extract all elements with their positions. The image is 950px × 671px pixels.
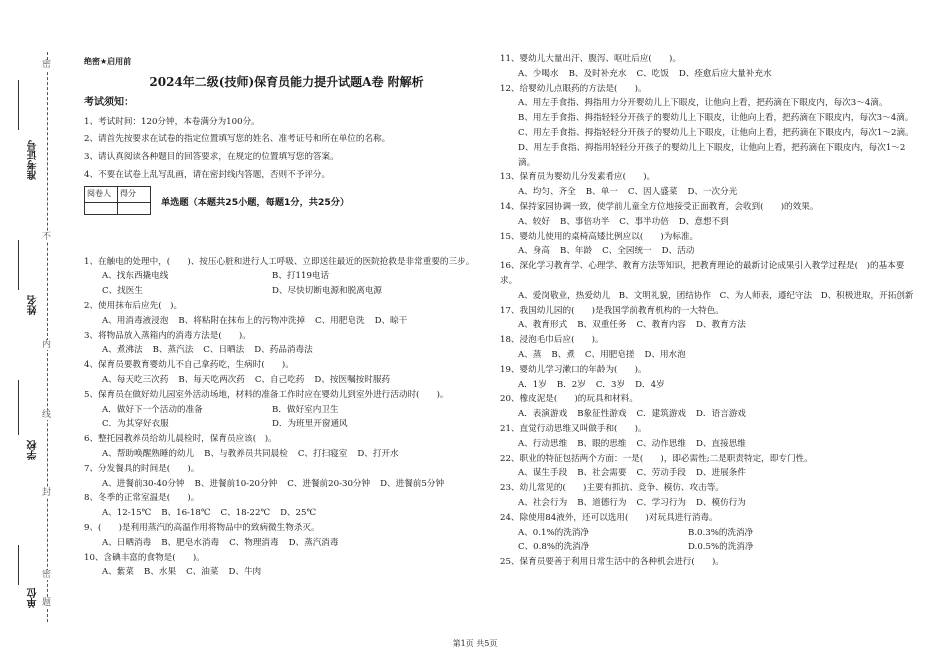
seal-char: 题 bbox=[42, 598, 52, 608]
answer-option: B、16-18℃ bbox=[161, 508, 211, 519]
option-row bbox=[84, 565, 489, 580]
school-field[interactable] bbox=[18, 380, 19, 435]
answer-option: C、用肥皂洗 bbox=[315, 315, 365, 326]
question-text: 24、除使用84液外，还可以选用( )对玩具进行消毒。 bbox=[500, 512, 718, 523]
grader-cell[interactable] bbox=[85, 202, 118, 214]
question-text: 25、保育员要善于利用日常生活中的各种机会进行( )。 bbox=[500, 557, 724, 568]
answer-option: C、因人盛菜 bbox=[627, 187, 678, 198]
score-block bbox=[84, 186, 489, 215]
option-row bbox=[84, 314, 489, 329]
score-table bbox=[84, 186, 151, 215]
answer-option: D、打开水 bbox=[357, 448, 399, 459]
question-list bbox=[84, 255, 489, 581]
answer-option: D、按医嘱按时服药 bbox=[314, 374, 391, 385]
answer-option: D、25℃ bbox=[280, 508, 317, 519]
answer-option: A、较好 bbox=[518, 216, 550, 227]
unit-field[interactable] bbox=[18, 545, 19, 585]
answer-option: B、单一 bbox=[585, 187, 618, 198]
section-heading: 单选题（本题共25小题，每题1分，共25分） bbox=[161, 196, 350, 208]
question-text: 20、橡皮泥是( )的玩具和材料。 bbox=[500, 394, 638, 405]
answer-option: C、吃饭 bbox=[636, 68, 669, 79]
option-row bbox=[500, 466, 920, 481]
answer-option: D、直接思维 bbox=[696, 438, 746, 449]
seal-char: 密 bbox=[42, 570, 52, 580]
exam-number-label: 准考证号 bbox=[28, 140, 39, 180]
answer-option: A、12-15℃ bbox=[102, 508, 152, 519]
seal-char: 密 bbox=[42, 60, 52, 70]
answer-option: C、进餐前20-30分钟 bbox=[287, 478, 371, 489]
answer-option: D、进展条件 bbox=[696, 468, 746, 479]
option-row bbox=[500, 318, 920, 333]
answer-option: A．1岁 bbox=[518, 379, 547, 390]
option-row bbox=[500, 348, 920, 363]
seal-char: 线 bbox=[42, 410, 52, 420]
option-row bbox=[500, 215, 920, 230]
answer-option: B、双重任务 bbox=[577, 320, 627, 331]
answer-option: B、眼的思维 bbox=[577, 438, 627, 449]
score-cell[interactable] bbox=[118, 202, 151, 214]
question-text: 7、分发餐具的时间是( )。 bbox=[84, 463, 200, 474]
question-text: 23、幼儿常见的( )主要有抓抗、竞争、模仿、攻击等。 bbox=[500, 483, 724, 494]
notice-item: 1、考试时间：120分钟，本卷满分为100分。 bbox=[84, 116, 260, 127]
option-row bbox=[500, 437, 920, 452]
answer-option: B、社会需要 bbox=[577, 468, 627, 479]
answer-option: D．4岁 bbox=[635, 379, 665, 390]
question-text: 3、将物品放入蒸箱内的消毒方法是( )。 bbox=[84, 330, 251, 341]
answer-option: D、意想不到 bbox=[678, 216, 729, 227]
question-text: 16、深化学习教育学、心理学、教育方法等知识，把教育理论的最新讨论成果引入教学过程是( )的基本要求。 bbox=[500, 261, 905, 286]
option-row bbox=[84, 343, 489, 358]
answer-option: C、动作思维 bbox=[636, 438, 687, 449]
answer-option: A、进餐前30-40分钟 bbox=[102, 478, 185, 489]
answer-option: D、教育方法 bbox=[696, 320, 746, 331]
seal-char: 内 bbox=[42, 340, 52, 350]
answer-option: A、社会行为 bbox=[518, 497, 568, 508]
answer-option: B、将粘附在抹布上的污物冲洗掉 bbox=[178, 315, 306, 326]
option-row bbox=[500, 67, 920, 82]
answer-option: C、物理消毒 bbox=[229, 537, 279, 548]
answer-option: B．2岁 bbox=[556, 379, 586, 390]
answer-option: B、事倍功半 bbox=[560, 216, 610, 227]
seal-line bbox=[47, 52, 48, 622]
answer-option: D、用左手食指、拇指用轻轻分开孩子的婴幼儿上下眼皮，让他向上看，把药滴在下眼皮内，每次1～2滴。 bbox=[518, 142, 906, 168]
seal-char: 不 bbox=[42, 232, 52, 242]
answer-option: C、教育内容 bbox=[636, 320, 687, 331]
answer-option: D、蒸汽消毒 bbox=[288, 537, 339, 548]
question-text: 8、冬季的正常室温是( )。 bbox=[84, 493, 200, 504]
answer-option: C．建筑游戏 bbox=[636, 409, 687, 420]
name-field[interactable] bbox=[18, 240, 19, 290]
left-column bbox=[84, 52, 489, 580]
answer-option: C、打扫寝室 bbox=[297, 448, 348, 459]
question-text: 18、浸泡毛巾后应( )。 bbox=[500, 335, 604, 346]
answer-option: D、一次分光 bbox=[687, 187, 738, 198]
answer-option: B、进餐前10-20分钟 bbox=[194, 478, 278, 489]
answer-option: B、蒸汽法 bbox=[152, 345, 194, 356]
answer-option: B、道德行为 bbox=[577, 497, 627, 508]
option-row bbox=[84, 506, 489, 521]
answer-option: B、与教养员共同晨检 bbox=[204, 448, 288, 459]
answer-option: D、活动 bbox=[661, 246, 695, 257]
option-row bbox=[84, 477, 489, 492]
option-row bbox=[500, 185, 920, 200]
answer-option: B、水果 bbox=[144, 567, 177, 578]
grader-header: 阅卷人 bbox=[85, 186, 118, 202]
question-text: 5、保育员在做好幼儿园室外活动场地，材料的准备工作时应在婴幼儿到室外进行活动时( )。 bbox=[84, 389, 449, 400]
answer-option: C、事半功倍 bbox=[619, 216, 669, 227]
binding-margin bbox=[0, 0, 62, 671]
notice-item: 4、不要在试卷上乱写乱画，请在密封线内答题，否则不予评分。 bbox=[84, 169, 331, 180]
answer-option: A、用左手食指、拇指用力分开婴幼儿上下眼皮，让他向上看，把药滴在下眼皮内，每次3～4滴。 bbox=[518, 98, 888, 109]
right-column bbox=[500, 52, 920, 570]
answer-option: A、煮沸法 bbox=[102, 345, 143, 356]
answer-option: C、0.8%的洗消净 bbox=[518, 542, 590, 553]
answer-option: C、日晒法 bbox=[203, 345, 245, 356]
unit-label: 单位 bbox=[28, 588, 39, 608]
question-text: 11、婴幼儿大量出汗、腹泻、呕吐后应( )。 bbox=[500, 54, 681, 64]
answer-option: D、药品消毒法 bbox=[254, 345, 313, 356]
question-text: 2、使用抹布后应先( )。 bbox=[84, 300, 183, 311]
answer-option: A、0.1%的洗消净 bbox=[518, 527, 590, 538]
answer-option: C、18-22℃ bbox=[220, 508, 271, 519]
answer-option: A、找东西撬电线 bbox=[102, 271, 169, 282]
notice-item: 3、请认真阅读各种题目的回答要求，在规定的位置填写您的答案。 bbox=[84, 152, 339, 163]
answer-option: D、痊愈后应大量补充水 bbox=[678, 68, 772, 79]
answer-option: C、学习行为 bbox=[636, 497, 687, 508]
answer-option: C、找医生 bbox=[102, 286, 143, 297]
answer-option: D.0.5%的洗消净 bbox=[688, 542, 754, 553]
question-text: 22、职业的特征包括两个方面：一是( )，即必需性;二是职责特定，即专门性。 bbox=[500, 453, 813, 464]
answer-option: D、进餐前5分钟 bbox=[380, 478, 445, 489]
question-text: 4、保育员要教育婴幼儿不自己拿药吃，生病时( )。 bbox=[84, 360, 294, 371]
answer-option: B、及时补充水 bbox=[568, 68, 627, 79]
answer-option: A、少喝水 bbox=[518, 68, 559, 79]
option-row bbox=[500, 244, 920, 259]
answer-option: D．语言游戏 bbox=[696, 409, 746, 420]
option-row bbox=[84, 536, 489, 551]
answer-option: C、油菜 bbox=[186, 567, 219, 578]
answer-option: B．做好室内卫生 bbox=[272, 404, 339, 415]
seal-char: 封 bbox=[42, 488, 52, 498]
option-row bbox=[84, 403, 489, 433]
answer-option: A、爱岗敬业，热爱幼儿 B、文明礼貌，团结协作 C、为人师表，遵纪守法 D、积极进取，开拓创新 bbox=[518, 290, 914, 301]
answer-option: A、帮助唤醒熟睡的幼儿 bbox=[102, 448, 195, 459]
question-text: 12、给婴幼儿点眼药的方法是( )。 bbox=[500, 83, 647, 94]
question-text: 19、婴幼儿学习漱口的年龄为( )。 bbox=[500, 364, 647, 375]
page-footer: 第1页 共5页 bbox=[452, 639, 498, 648]
option-row bbox=[500, 496, 920, 511]
school-label: 学校 bbox=[28, 440, 39, 460]
answer-option: B、年龄 bbox=[560, 246, 593, 257]
option-row bbox=[84, 269, 489, 299]
question-text: 1、在触电的处理中，( )、按压心脏和进行人工呼吸、立即送往最近的医院抢救是非常重要的三步。 bbox=[84, 256, 475, 267]
question-text: 9、( )是利用蒸汽的高温作用将物品中的致病微生物杀灭。 bbox=[84, 522, 320, 533]
answer-option: C．3岁 bbox=[595, 379, 626, 390]
answer-option: C．为其穿好衣服 bbox=[102, 419, 169, 430]
secret-mark: 绝密★启用前 bbox=[84, 57, 132, 66]
question-text: 17、我国幼儿园的( )是我国学前教育机构的一大特色。 bbox=[500, 305, 724, 316]
answer-option: A、行动思维 bbox=[518, 438, 568, 449]
answer-option: D．为班里开窗通风 bbox=[272, 419, 348, 430]
answer-option: A、谋生手段 bbox=[518, 468, 568, 479]
answer-option: B、打119电话 bbox=[272, 271, 330, 282]
answer-option: A．做好下一个活动的准备 bbox=[102, 404, 203, 415]
option-row bbox=[500, 526, 920, 556]
answer-option: D、晾干 bbox=[374, 315, 408, 326]
answer-option: C、用肥皂搓 bbox=[584, 349, 635, 360]
answer-option: A、用消毒液浸泡 bbox=[102, 315, 169, 326]
score-header: 得分 bbox=[118, 186, 151, 202]
answer-option: B.0.3%的洗消净 bbox=[688, 527, 754, 538]
answer-option: A、紫菜 bbox=[102, 567, 134, 578]
option-row bbox=[500, 407, 920, 422]
answer-option: C、劳动手段 bbox=[636, 468, 687, 479]
option-row bbox=[84, 447, 489, 462]
option-row bbox=[84, 373, 489, 388]
question-text: 21、直觉行动思维又叫做手和( )。 bbox=[500, 423, 647, 434]
answer-option: A、日晒消毒 bbox=[102, 537, 152, 548]
question-text: 13、保育员为婴幼儿分发素肴应( )。 bbox=[500, 172, 656, 183]
answer-option: B、肥皂水消毒 bbox=[161, 537, 220, 548]
answer-option: A、每天吃三次药 bbox=[102, 374, 169, 385]
answer-option: A、均匀、齐全 bbox=[518, 187, 576, 198]
answer-option: B、用左手食指、拇指轻轻分开孩子的婴幼儿上下眼皮，让他向上看，把药滴在下眼皮内，每次3～4滴。 bbox=[518, 113, 914, 124]
answer-option: D、模仿行为 bbox=[696, 497, 746, 508]
question-list bbox=[500, 52, 920, 570]
question-text: 6、整托园教养员给幼儿晨检时，保育员应该( )。 bbox=[84, 434, 277, 445]
answer-option: D、用水泡 bbox=[644, 349, 686, 360]
notice-heading: 考试须知： bbox=[84, 96, 134, 108]
answer-option: D、牛肉 bbox=[228, 567, 262, 578]
answer-option: A、身高 bbox=[518, 246, 550, 257]
name-label: 姓名 bbox=[28, 295, 39, 315]
answer-option: C、自己吃药 bbox=[254, 374, 305, 385]
exam-number-field[interactable] bbox=[18, 80, 19, 130]
answer-option: C、用左手食指、拇指轻轻分开孩子的婴幼儿上下眼皮，让他向上看，把药滴在下眼皮内，每次1～2滴。 bbox=[518, 127, 914, 138]
answer-option: B象征性游戏 bbox=[577, 409, 627, 420]
question-text: 14、保持家园协调一致，使学前儿童全方位地接受正面教育，会收到( )的效果。 bbox=[500, 201, 819, 212]
answer-option: D、尽快切断电源和脱离电源 bbox=[272, 286, 383, 297]
answer-option: A．表演游戏 bbox=[518, 409, 568, 420]
answer-option: B、每天吃两次药 bbox=[178, 374, 245, 385]
answer-option: B、煮 bbox=[551, 349, 575, 360]
option-row bbox=[500, 378, 920, 393]
answer-option: A、蒸 bbox=[518, 349, 542, 360]
answer-option: A、教育形式 bbox=[518, 320, 568, 331]
answer-option: C、全园统一 bbox=[602, 246, 652, 257]
question-text: 10、含碘丰富的食物是( )。 bbox=[84, 552, 205, 563]
question-text: 15、婴幼儿使用的桌椅高矮比例应以( )为标准。 bbox=[500, 231, 699, 242]
page-title: 2024年二级(技师)保育员能力提升试题A卷 附解析 bbox=[149, 75, 424, 89]
notice-item: 2、请首先按要求在试卷的指定位置填写您的姓名、准考证号和所在单位的名称。 bbox=[84, 134, 391, 145]
